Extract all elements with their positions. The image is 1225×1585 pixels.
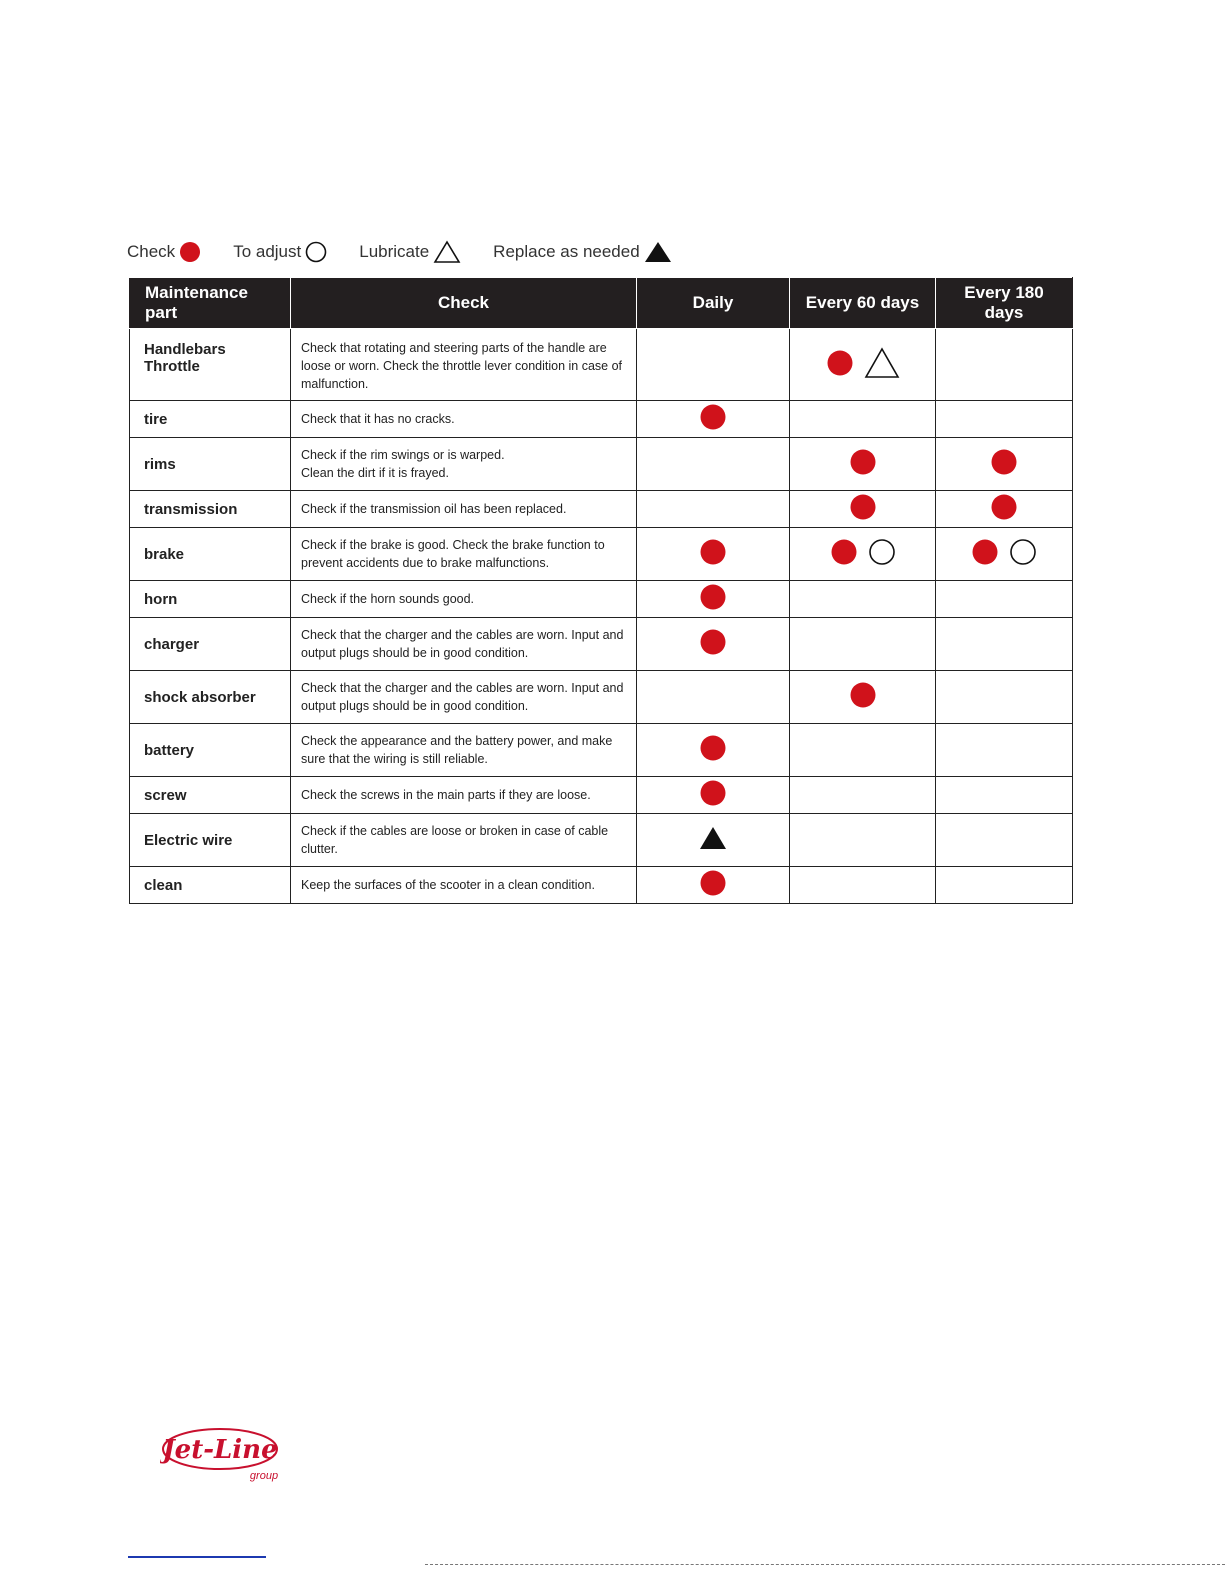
maintenance-part-cell: brake — [130, 528, 291, 581]
table-row — [130, 777, 1073, 814]
daily-cell — [637, 618, 790, 671]
filled-red-circle-icon — [699, 734, 727, 762]
check-description-cell: Check the screws in the main parts if they are loose. — [291, 777, 637, 814]
daily-cell — [637, 724, 790, 777]
maintenance-part-cell: tire — [130, 401, 291, 438]
daily-cell — [637, 491, 790, 528]
filled-red-circle-icon — [971, 538, 999, 566]
every-60-days-cell — [790, 618, 936, 671]
column-header-part: Maintenance part — [130, 278, 291, 329]
column-header-180-days: Every 180 days — [936, 278, 1073, 329]
legend-adjust-label: To adjust — [233, 242, 302, 261]
schedule-marks — [699, 538, 727, 566]
outline-circle-icon — [1009, 538, 1037, 566]
column-header-daily: Daily — [637, 278, 790, 329]
outline-circle-icon — [868, 538, 896, 566]
table-row — [130, 618, 1073, 671]
table-header-row — [130, 278, 1073, 329]
filled-red-circle-icon — [830, 538, 858, 566]
legend — [127, 238, 704, 266]
schedule-marks — [699, 583, 727, 611]
filled-red-circle-icon — [849, 448, 877, 476]
every-60-days-cell — [790, 867, 936, 904]
maintenance-part-cell: screw — [130, 777, 291, 814]
every-60-days-cell — [790, 814, 936, 867]
table-row — [130, 671, 1073, 724]
filled-red-circle-icon — [699, 779, 727, 807]
table-row — [130, 814, 1073, 867]
legend-replace-label: Replace as needed — [493, 242, 640, 261]
schedule-marks — [826, 347, 900, 379]
filled-red-circle-icon — [990, 493, 1018, 521]
logo-text: Jet-Line — [162, 1435, 278, 1465]
schedule-marks — [699, 779, 727, 807]
check-description-cell: Check that it has no cracks. — [291, 401, 637, 438]
filled-red-circle-icon — [826, 349, 854, 377]
schedule-marks — [849, 681, 877, 709]
schedule-marks — [849, 448, 877, 476]
schedule-marks — [830, 538, 896, 566]
daily-cell — [637, 401, 790, 438]
check-description-cell: Check if the rim swings or is warped. Clean the dirt if it is frayed. — [291, 438, 637, 491]
schedule-marks — [699, 825, 727, 851]
maintenance-part-cell: Electric wire — [130, 814, 291, 867]
daily-cell — [637, 581, 790, 618]
every-60-days-cell — [790, 528, 936, 581]
schedule-marks — [849, 493, 877, 521]
legend-replace — [493, 240, 672, 264]
every-60-days-cell — [790, 329, 936, 401]
every-60-days-cell — [790, 724, 936, 777]
check-description-cell: Check if the transmission oil has been replaced. — [291, 491, 637, 528]
every-180-days-cell — [936, 618, 1073, 671]
every-180-days-cell — [936, 777, 1073, 814]
legend-lubricate-label: Lubricate — [359, 242, 430, 261]
filled-red-circle-icon — [699, 403, 727, 431]
schedule-marks — [699, 869, 727, 897]
filled-red-circle-icon — [849, 493, 877, 521]
every-180-days-cell — [936, 814, 1073, 867]
table-row — [130, 491, 1073, 528]
table-row — [130, 724, 1073, 777]
outline-triangle-icon — [433, 240, 461, 264]
filled-red-circle-icon — [849, 681, 877, 709]
every-60-days-cell — [790, 401, 936, 438]
filled-red-circle-icon — [699, 628, 727, 656]
daily-cell — [637, 528, 790, 581]
filled-red-circle-icon — [699, 538, 727, 566]
schedule-marks — [990, 448, 1018, 476]
table-row — [130, 438, 1073, 491]
maintenance-part-cell: battery — [130, 724, 291, 777]
outline-triangle-icon — [864, 347, 900, 379]
check-description-cell: Check that the charger and the cables are worn. Input and output plugs should be in good condition. — [291, 618, 637, 671]
filled-red-circle-icon — [699, 869, 727, 897]
table-row — [130, 867, 1073, 904]
every-180-days-cell — [936, 581, 1073, 618]
daily-cell — [637, 777, 790, 814]
filled-red-circle-icon — [990, 448, 1018, 476]
check-description-cell: Check the appearance and the battery power, and make sure that the wiring is still reliable. — [291, 724, 637, 777]
legend-check — [127, 241, 201, 263]
footer-divider — [425, 1564, 1225, 1565]
filled-triangle-icon — [699, 825, 727, 851]
every-60-days-cell — [790, 777, 936, 814]
every-180-days-cell — [936, 401, 1073, 438]
legend-adjust — [233, 241, 327, 263]
outline-circle-icon — [305, 241, 327, 263]
every-180-days-cell — [936, 724, 1073, 777]
daily-cell — [637, 671, 790, 724]
table-row — [130, 401, 1073, 438]
maintenance-part-cell: Handlebars Throttle — [130, 329, 291, 401]
schedule-marks — [971, 538, 1037, 566]
filled-red-circle-icon — [699, 583, 727, 611]
daily-cell — [637, 814, 790, 867]
schedule-marks — [699, 628, 727, 656]
table-row — [130, 329, 1073, 401]
maintenance-part-cell: shock absorber — [130, 671, 291, 724]
legend-check-label: Check — [127, 242, 176, 261]
maintenance-part-cell: rims — [130, 438, 291, 491]
every-60-days-cell — [790, 671, 936, 724]
check-description-cell: Check if the cables are loose or broken in case of cable clutter. — [291, 814, 637, 867]
every-60-days-cell — [790, 438, 936, 491]
maintenance-part-cell: transmission — [130, 491, 291, 528]
daily-cell — [637, 438, 790, 491]
logo-subtext: group — [249, 1470, 279, 1482]
every-60-days-cell — [790, 581, 936, 618]
legend-lubricate — [359, 240, 461, 264]
every-180-days-cell — [936, 867, 1073, 904]
maintenance-part-cell: clean — [130, 867, 291, 904]
maintenance-part-cell: horn — [130, 581, 291, 618]
column-header-60-days: Every 60 days — [790, 278, 936, 329]
check-description-cell: Check that the charger and the cables are worn. Input and output plugs should be in good condition. — [291, 671, 637, 724]
filled-triangle-icon — [644, 240, 672, 264]
check-description-cell: Check if the horn sounds good. — [291, 581, 637, 618]
table-row — [130, 581, 1073, 618]
maintenance-part-cell: charger — [130, 618, 291, 671]
filled-red-circle-icon — [179, 241, 201, 263]
table-row — [130, 528, 1073, 581]
every-180-days-cell — [936, 329, 1073, 401]
footer-link-rule — [128, 1556, 266, 1558]
daily-cell — [637, 329, 790, 401]
schedule-marks — [699, 403, 727, 431]
check-description-cell: Check that rotating and steering parts of the handle are loose or worn. Check the throttle lever condition in case of malfunction. — [291, 329, 637, 401]
every-180-days-cell — [936, 528, 1073, 581]
every-60-days-cell — [790, 491, 936, 528]
check-description-cell: Check if the brake is good. Check the brake function to prevent accidents due to brake malfunctions. — [291, 528, 637, 581]
maintenance-table — [129, 277, 1073, 904]
check-description-cell: Keep the surfaces of the scooter in a clean condition. — [291, 867, 637, 904]
jet-line-logo — [160, 1425, 285, 1490]
schedule-marks — [699, 734, 727, 762]
every-180-days-cell — [936, 491, 1073, 528]
schedule-marks — [990, 493, 1018, 521]
daily-cell — [637, 867, 790, 904]
every-180-days-cell — [936, 438, 1073, 491]
column-header-check: Check — [291, 278, 637, 329]
every-180-days-cell — [936, 671, 1073, 724]
